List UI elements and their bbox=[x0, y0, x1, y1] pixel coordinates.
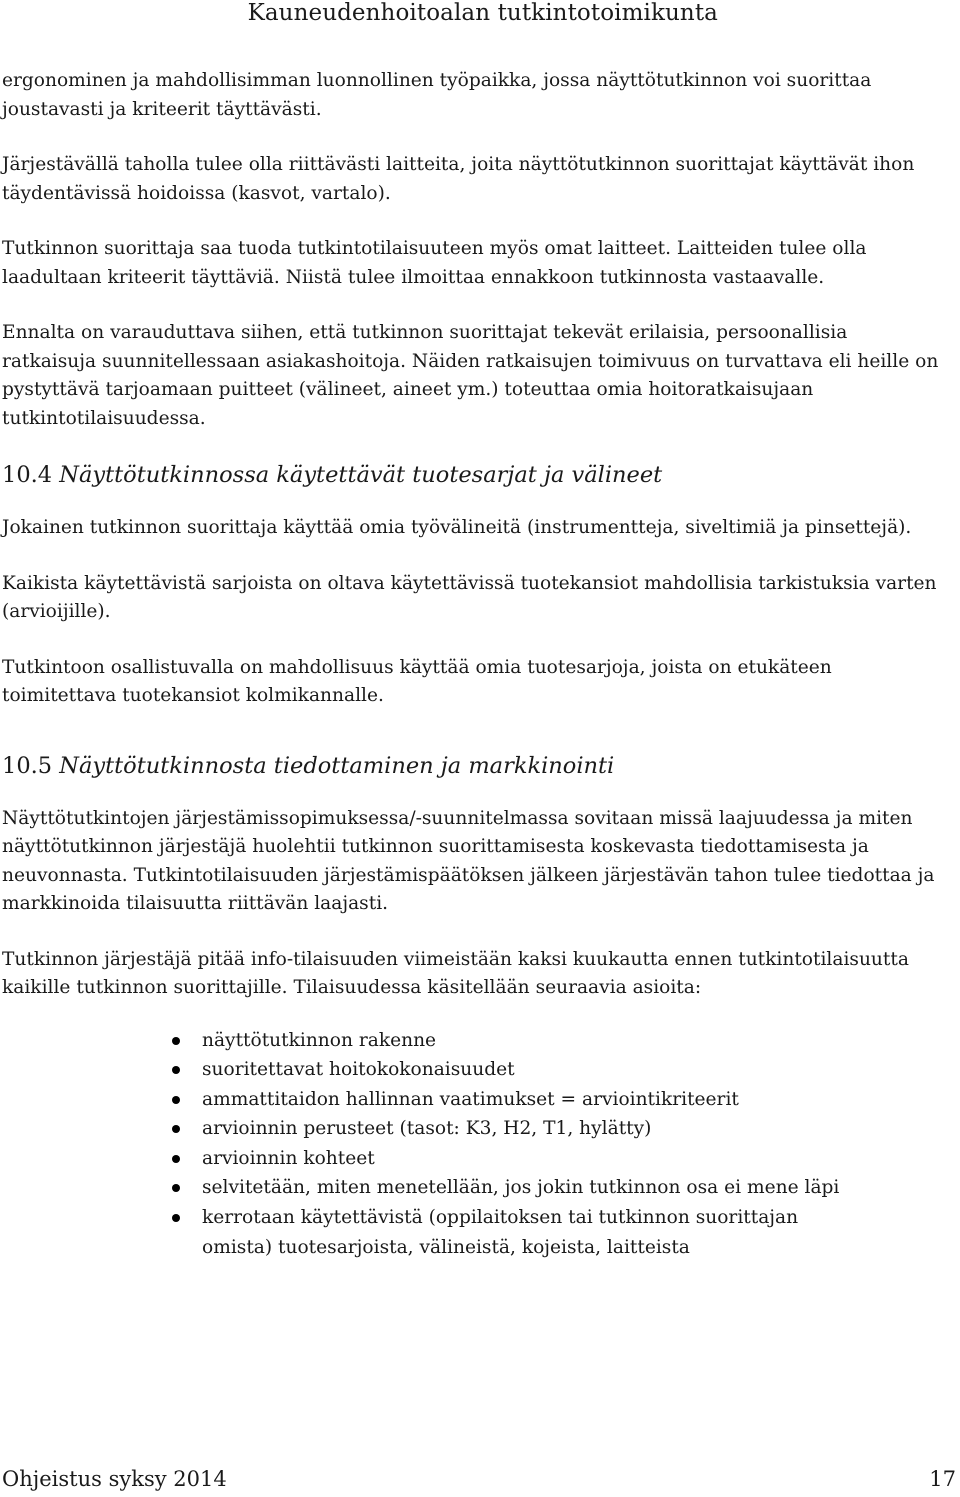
bullet-icon bbox=[172, 1125, 180, 1133]
paragraph: Tutkintoon osallistuvalla on mahdollisuus käyttää omia tuotesarjoja, joista on etukäteen toimitettava tuotekansiot kolmikannalle. bbox=[2, 656, 832, 706]
footer-document-label: Ohjeistus syksy 2014 bbox=[2, 1467, 227, 1491]
section-heading-10-4 bbox=[2, 460, 947, 490]
section-number: 10.5 bbox=[2, 752, 53, 779]
paragraph: Kaikista käytettävistä sarjoista on oltava käytettävissä tuotekansiot mahdollisia tarkistuksia varten (arvioijille). bbox=[2, 572, 937, 622]
document-body bbox=[2, 67, 947, 1262]
bullet-icon bbox=[172, 1155, 180, 1163]
footer-page-number: 17 bbox=[929, 1467, 956, 1491]
section-title: Näyttötutkinnossa käytettävät tuotesarjat ja välineet bbox=[59, 462, 663, 488]
list-item bbox=[202, 1114, 947, 1144]
list-item bbox=[202, 1055, 947, 1085]
bullet-icon bbox=[172, 1096, 180, 1104]
paragraph: Jokainen tutkinnon suorittaja käyttää omia työvälineitä (instrumentteja, siveltimiä ja pinsettejä). bbox=[2, 517, 912, 538]
bullet-icon bbox=[172, 1184, 180, 1192]
bullet-icon bbox=[172, 1037, 180, 1045]
list-item-text: selvitetään, miten menetellään, jos jokin tutkinnon osa ei mene läpi bbox=[202, 1177, 840, 1199]
section-heading-10-5 bbox=[2, 751, 947, 781]
paragraph: Näyttötutkintojen järjestämissopimuksessa/-suunnitelmassa sovitaan missä laajuudessa ja miten näyttötutkinnon järjestäjä huolehtii tutkinnon suorittamisesta koskevasta tiedottamisesta ja neuvonnasta. Tutkintotilaisuuden järjestämispäätöksen jälkeen järjestävän tahon tulee tiedottaa ja markkinoida tilaisuutta riittävän laajasti. bbox=[2, 807, 935, 914]
page-header-title: Kauneudenhoitoalan tutkintotoimikunta bbox=[247, 0, 718, 26]
list-item bbox=[202, 1085, 947, 1115]
section-number: 10.4 bbox=[2, 462, 53, 488]
list-item-text: arvioinnin perusteet (tasot: K3, H2, T1, hylätty) bbox=[202, 1118, 652, 1140]
bullet-icon bbox=[172, 1066, 180, 1074]
paragraph: ergonominen ja mahdollisimman luonnollinen työpaikka, jossa näyttötutkinnon voi suorittaa joustavasti ja kriteerit täyttävästi. bbox=[2, 70, 872, 120]
list-item-text: arvioinnin kohteet bbox=[202, 1147, 375, 1169]
list-item bbox=[202, 1144, 947, 1174]
list-item-text: kerrotaan käytettävistä (oppilaitoksen tai tutkinnon suorittajan omista) tuotesarjoista, välineistä, kojeista, laitteista bbox=[202, 1207, 799, 1258]
bullet-icon bbox=[172, 1214, 180, 1222]
list-item-text: näyttötutkinnon rakenne bbox=[202, 1029, 437, 1051]
paragraph: Ennalta on varauduttava siihen, että tutkinnon suorittajat tekevät erilaisia, persoonallisia ratkaisuja suunnitellessaan asiakashoitoja. Näiden ratkaisujen toimivuus on turvattava eli heille on pystyttävä tarjoamaan puitteet (välineet, aineet ym.) toteuttaa omia hoitoratkaisujaan tutkintotilaisuudessa. bbox=[2, 322, 939, 429]
paragraph: Tutkinnon suorittaja saa tuoda tutkintotilaisuuteen myös omat laitteet. Laitteiden tulee olla laadultaan kriteerit täyttäviä. Niistä tulee ilmoittaa ennakkoon tutkinnosta vastaavalle. bbox=[2, 238, 867, 288]
list-item bbox=[202, 1203, 862, 1262]
list-item bbox=[202, 1026, 947, 1056]
section-title: Näyttötutkinnosta tiedottaminen ja markkinointi bbox=[59, 752, 615, 779]
list-item bbox=[202, 1173, 947, 1203]
list-item-text: suoritettavat hoitokokonaisuudet bbox=[202, 1059, 515, 1081]
info-session-topics-list bbox=[2, 1026, 947, 1263]
paragraph: Järjestävällä taholla tulee olla riittävästi laitteita, joita näyttötutkinnon suorittajat käyttävät ihon täydentävissä hoidoissa (kasvot, vartalo). bbox=[2, 154, 915, 204]
paragraph: Tutkinnon järjestäjä pitää info-tilaisuuden viimeistään kaksi kuukautta ennen tutkintotilaisuutta kaikille tutkinnon suorittajille. Tilaisuudessa käsitellään seuraavia asioita: bbox=[2, 948, 909, 998]
list-item-text: ammattitaidon hallinnan vaatimukset = arviointikriteerit bbox=[202, 1088, 739, 1110]
